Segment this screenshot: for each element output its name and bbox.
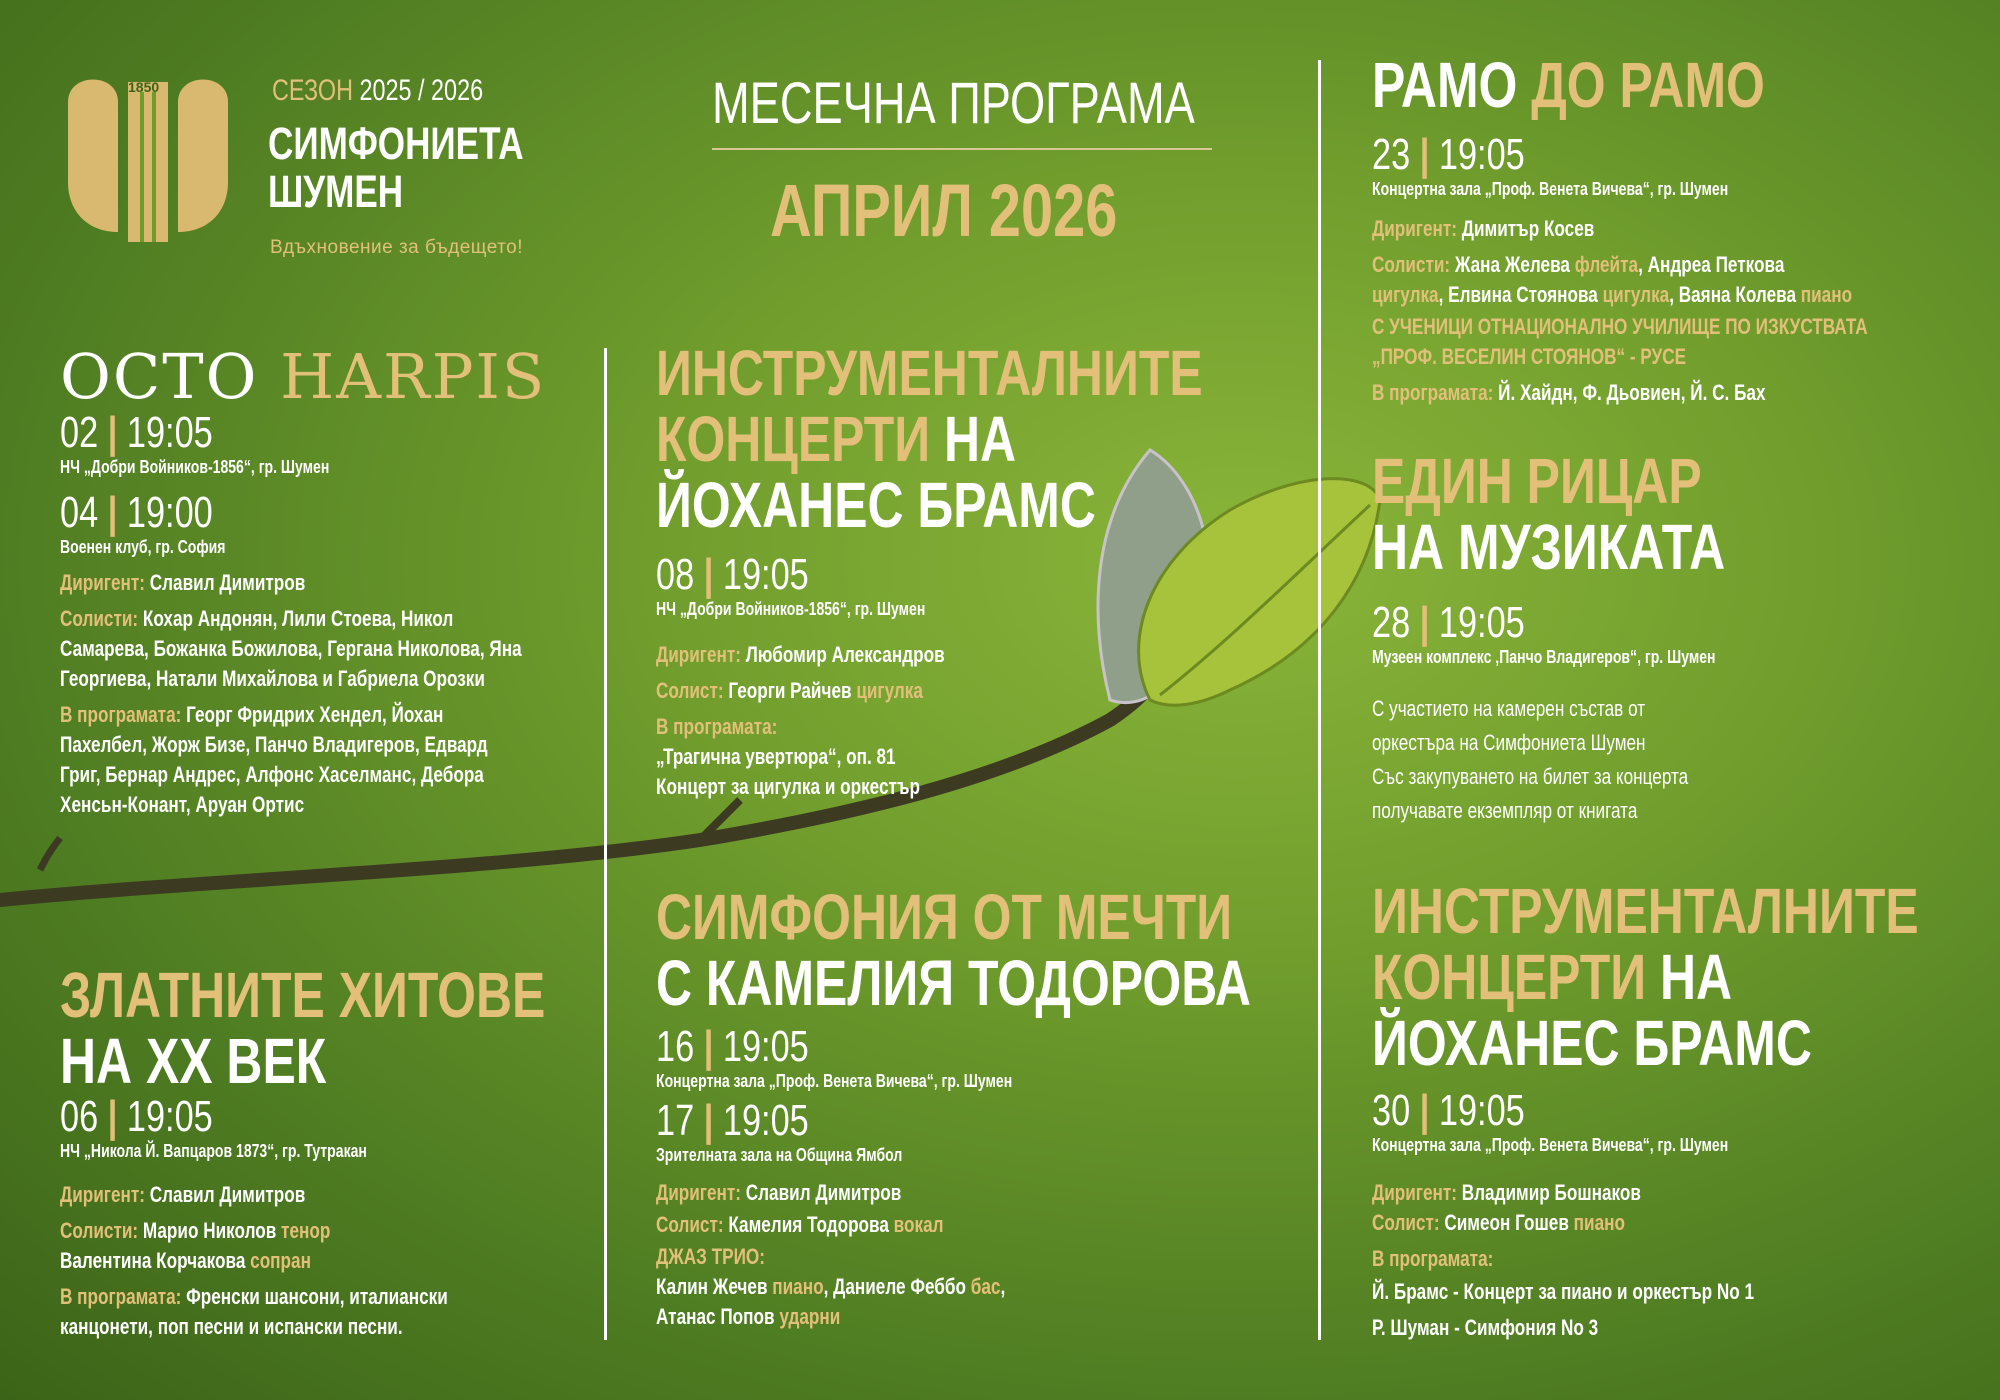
soloist-role: цигулка xyxy=(1372,282,1439,307)
conductor-label: Диригент: xyxy=(1372,216,1457,241)
trio-role: ударни xyxy=(779,1304,841,1329)
event-dreams-dates: 16 | 19:05 Концертна зала „Проф. Венета Вичева“, гр. Шумен 17 | 19:05 Зрителната зала на Община Ямбол xyxy=(656,1022,1013,1165)
trio-role: пиано xyxy=(772,1274,824,1299)
event-time: 19:05 xyxy=(722,1022,809,1071)
brahms1-title-line1: ИНСТРУМЕНТАЛНИТЕ xyxy=(656,337,1203,409)
season-line xyxy=(272,74,483,108)
soloist-role: пиано xyxy=(1573,1210,1625,1235)
ramo-title-b: ДО РАМО xyxy=(1531,49,1765,121)
month-heading: АПРИЛ 2026 xyxy=(770,169,1118,252)
event-knight-title xyxy=(1372,445,1726,583)
soloist-name: Жана Желева xyxy=(1454,252,1570,277)
soloists-text: Георгиева, Натали Михайлова и Габриела Орозки xyxy=(60,666,485,691)
event-venue: Концертна зала „Проф. Венета Вичева“, гр. Шумен xyxy=(656,1071,1013,1091)
program-text: Й. Брамс - Концерт за пиано и оркестър No 1 xyxy=(1372,1279,1755,1304)
program-text: Григ, Бернар Андрес, Алфонс Хаселманс, Дебора xyxy=(60,762,484,787)
event-time: 19:05 xyxy=(1438,130,1525,179)
branch-twig-left xyxy=(40,838,60,870)
brahms1-title-line2b: НА xyxy=(943,403,1017,475)
event-brahms1-details xyxy=(656,640,945,802)
event-day: 02 xyxy=(60,408,99,457)
ramo-title-a: РАМО xyxy=(1372,49,1518,121)
event-venue: Военен клуб, гр. София xyxy=(60,537,226,557)
event-octo-details xyxy=(60,568,522,820)
soloist-role: цигулка xyxy=(1602,282,1670,307)
event-day: 30 xyxy=(1372,1086,1411,1135)
hits-title-line2: НА ХХ ВЕК xyxy=(60,1025,327,1097)
soloist-name: Камелия Тодорова xyxy=(728,1212,889,1237)
knight-title-line2: НА МУЗИКАТА xyxy=(1372,511,1726,583)
program-text: канцонети, поп песни и испански песни. xyxy=(60,1314,403,1339)
students-note: С УЧЕНИЦИ ОТНАЦИОНАЛНО УЧИЛИЩЕ ПО ИЗКУСТВАТА xyxy=(1372,314,1868,339)
orchestra-logo xyxy=(58,62,238,252)
brahms2-title-line1: ИНСТРУМЕНТАЛНИТЕ xyxy=(1372,875,1919,947)
season-label: СЕЗОН xyxy=(272,74,353,107)
page-title: МЕСЕЧНА ПРОГРАМА xyxy=(712,71,1195,136)
soloist-label: Солист: xyxy=(656,678,724,703)
event-brahms2-date: 30 | 19:05 Концертна зала „Проф. Венета Вичева“, гр. Шумен xyxy=(1372,1086,1729,1155)
event-time: 19:05 xyxy=(126,408,213,457)
hits-title-line1: ЗЛАТНИТЕ ХИТОВЕ xyxy=(60,959,546,1031)
program-text: Концерт за цигулка и оркестър xyxy=(656,774,920,799)
trio-label: ДЖАЗ ТРИО: xyxy=(656,1244,765,1269)
event-ramo-details: Диригент: Димитър Косев Солисти: Жана Желева флейта, Андреа Петкова цигулка, Елвина Стоянова цигулка, Ваяна Колева пиано С УЧЕНИЦИ ОТНАЦИОНАЛНО УЧИЛИЩЕ ПО ИЗКУСТВАТА „ПРОФ. ВЕСЕЛИН СТОЯНОВ“ - РУСЕ В програмата: Й. Хайдн, Ф. Дьовиен, Й. С. Бах xyxy=(1372,216,1868,405)
brahms2-title-line2b: НА xyxy=(1659,941,1733,1013)
event-dreams-details: Диригент: Славил Димитров Солист: Камелия Тодорова вокал ДЖАЗ ТРИО: Калин Жечев пиано, Даниеле Феббо бас, Атанас Попов ударни xyxy=(656,1180,1006,1329)
event-day: 23 xyxy=(1372,130,1411,179)
event-dreams-title xyxy=(656,881,1251,1019)
octo-title-b: HARPIS xyxy=(280,340,547,413)
season-years: 2025 / 2026 xyxy=(359,74,484,107)
trio-role: бас xyxy=(970,1274,1001,1299)
event-venue: НЧ „Добри Войников-1856“, гр. Шумен xyxy=(60,457,330,477)
soloist-name: Марио Николов xyxy=(142,1218,277,1243)
event-octo-title xyxy=(60,340,546,413)
program-text: Георг Фридрих Хендел, Йохан xyxy=(186,702,444,727)
conductor-name: Любомир Александров xyxy=(745,642,945,667)
conductor-name: Славил Димитров xyxy=(149,1182,306,1207)
event-hits-date: 06 | 19:05 НЧ „Никола Й. Вапцаров 1873“, гр. Тутракан xyxy=(60,1092,367,1161)
conductor-name: Славил Димитров xyxy=(745,1180,902,1205)
logo-year: 1850 xyxy=(128,79,160,95)
title-divider xyxy=(712,148,1212,150)
program-label: В програмата: xyxy=(1372,380,1494,405)
soloist-role: флейта xyxy=(1574,252,1639,277)
octo-title-a: OCTO xyxy=(60,340,259,413)
event-brahms2-title xyxy=(1372,875,1919,1079)
lyre-logo-icon xyxy=(58,62,238,252)
column-divider-left xyxy=(604,348,607,1340)
dreams-title-line2: С КАМЕЛИЯ ТОДОРОВА xyxy=(656,947,1251,1019)
event-time: 19:00 xyxy=(126,488,213,537)
program-text: Френски шансони, италиански xyxy=(186,1284,448,1309)
event-venue: Музеен комплекс ‚Панчо Владигеров“, гр. Шумен xyxy=(1372,647,1716,667)
event-venue: Концертна зала „Проф. Венета Вичева“, гр. Шумен xyxy=(1372,1135,1729,1155)
event-octo-dates: 02 | 19:05 НЧ „Добри Войников-1856“, гр. Шумен 04 | 19:00 Военен клуб, гр. София xyxy=(60,408,330,557)
event-time: 19:05 xyxy=(126,1092,213,1141)
program-text: Хенсьн-Конант, Аруан Ортис xyxy=(60,792,305,817)
event-venue: НЧ „Добри Войников-1856“, гр. Шумен xyxy=(656,599,926,619)
event-knight-date: 28 | 19:05 Музеен комплекс ‚Панчо Владигеров“, гр. Шумен xyxy=(1372,598,1716,667)
event-time: 19:05 xyxy=(722,550,809,599)
event-hits-details xyxy=(60,1180,448,1342)
event-hits-title xyxy=(60,959,546,1097)
program-label: В програмата: xyxy=(60,702,182,727)
conductor-label: Диригент: xyxy=(60,1182,145,1207)
brand-line2: ШУМЕН xyxy=(268,166,404,217)
note-text: Със закупуването на билет за концерта xyxy=(1372,764,1689,789)
soloist-label: Солист: xyxy=(656,1212,724,1237)
event-day: 08 xyxy=(656,550,695,599)
event-ramo-date: 23 | 19:05 Концертна зала „Проф. Венета Вичева“, гр. Шумен xyxy=(1372,130,1729,199)
column-divider-right xyxy=(1318,60,1321,1340)
brahms1-title-line3: ЙОХАНЕС БРАМС xyxy=(656,469,1096,541)
program-label: В програмата: xyxy=(60,1284,182,1309)
note-text: оркестъра на Симфониета Шумен xyxy=(1372,730,1646,755)
note-text: получавате екземпляр от книгата xyxy=(1372,798,1638,823)
soloist-name: Елвина Стоянова xyxy=(1448,282,1598,307)
event-day: 16 xyxy=(656,1022,695,1071)
event-time: 19:05 xyxy=(722,1096,809,1145)
event-brahms1-title xyxy=(656,337,1203,541)
brand-name xyxy=(268,120,524,216)
event-knight-note xyxy=(1372,692,1688,828)
soloist-role: пиано xyxy=(1800,282,1853,307)
dreams-title-line1: СИМФОНИЯ ОТ МЕЧТИ xyxy=(656,881,1233,953)
event-day: 17 xyxy=(656,1096,695,1145)
trio-member: Даниеле Феббо xyxy=(833,1274,966,1299)
brahms2-title-line2a: КОНЦЕРТИ xyxy=(1372,941,1647,1013)
conductor-label: Диригент: xyxy=(1372,1180,1457,1205)
knight-title-line1: ЕДИН РИЦАР xyxy=(1372,445,1702,517)
program-text: Пахелбел, Жорж Бизе, Панчо Владигеров, Едвард xyxy=(60,732,488,757)
event-venue: Концертна зала „Проф. Венета Вичева“, гр. Шумен xyxy=(1372,179,1729,199)
trio-member: Атанас Попов xyxy=(656,1304,775,1329)
event-brahms1-date: 08 | 19:05 НЧ „Добри Войников-1856“, гр. Шумен xyxy=(656,550,926,619)
event-brahms2-details xyxy=(1372,1178,1754,1346)
program-text: „Трагична увертюра“, оп. 81 xyxy=(656,744,896,769)
event-time: 19:05 xyxy=(1438,1086,1525,1135)
soloists-text: Самарева, Божанка Божилова, Гергана Николова, Яна xyxy=(60,636,522,661)
conductor-label: Диригент: xyxy=(60,570,145,595)
event-day: 06 xyxy=(60,1092,99,1141)
event-day: 28 xyxy=(1372,598,1411,647)
event-venue: НЧ „Никола Й. Вапцаров 1873“, гр. Тутракан xyxy=(60,1141,367,1161)
program-label: В програмата: xyxy=(1372,1246,1494,1271)
brahms2-title-line3: ЙОХАНЕС БРАМС xyxy=(1372,1007,1812,1079)
soloist-role: цигулка xyxy=(856,678,923,703)
conductor-name: Владимир Бошнаков xyxy=(1461,1180,1641,1205)
event-ramo-title xyxy=(1372,49,1765,121)
conductor-name: Димитър Косев xyxy=(1461,216,1595,241)
note-text: С участието на камерен състав от xyxy=(1372,696,1646,721)
event-day: 04 xyxy=(60,488,99,537)
program-text: Й. Хайдн, Ф. Дьовиен, Й. С. Бах xyxy=(1498,380,1766,405)
soloist-label: Солист: xyxy=(1372,1210,1440,1235)
soloist-name: Ваяна Колева xyxy=(1678,282,1796,307)
soloist-name: Георги Райчев xyxy=(728,678,852,703)
program-text: Р. Шуман - Симфония No 3 xyxy=(1372,1315,1599,1340)
soloist-name: Симеон Гошев xyxy=(1444,1210,1569,1235)
event-venue: Зрителната зала на Община Ямбол xyxy=(656,1145,903,1165)
brand-line1: СИМФОНИЕТА xyxy=(268,118,524,169)
soloist-role: вокал xyxy=(893,1212,944,1237)
soloists-label: Солисти: xyxy=(60,1218,139,1243)
trio-member: Калин Жечев xyxy=(656,1274,768,1299)
conductor-label: Диригент: xyxy=(656,642,741,667)
students-note: „ПРОФ. ВЕСЕЛИН СТОЯНОВ“ - РУСЕ xyxy=(1372,344,1687,369)
soloists-label: Солисти: xyxy=(60,606,139,631)
brahms1-title-line2a: КОНЦЕРТИ xyxy=(656,403,931,475)
program-label: В програмата: xyxy=(656,714,778,739)
conductor-name: Славил Димитров xyxy=(149,570,306,595)
soloist-role: сопран xyxy=(250,1248,311,1273)
soloist-role: тенор xyxy=(281,1218,331,1243)
event-time: 19:05 xyxy=(1438,598,1525,647)
soloist-name: Валентина Корчакова xyxy=(60,1248,246,1273)
soloists-text: Кохар Андонян, Лили Стоева, Никол xyxy=(142,606,454,631)
conductor-label: Диригент: xyxy=(656,1180,741,1205)
soloist-name: Андреа Петкова xyxy=(1647,252,1785,277)
soloists-label: Солисти: xyxy=(1372,252,1451,277)
tagline: Вдъхновение за бъдещето! xyxy=(270,237,523,258)
